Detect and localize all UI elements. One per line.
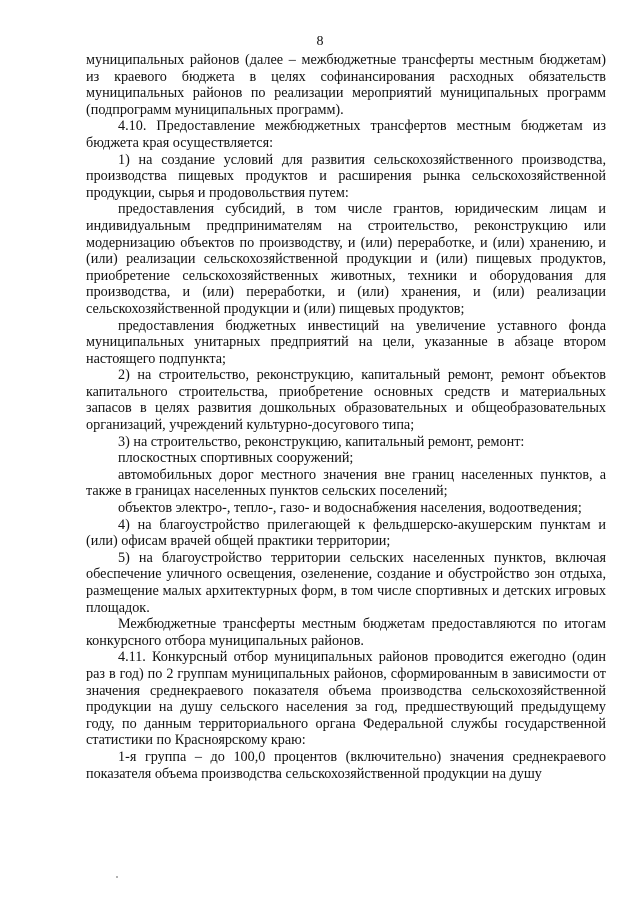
paragraph: 1) на создание условий для развития сельскохозяйственного производства, производства пищевых продуктов и расширения рынка сельскохозяйственной продукции, сырья и продовольствия путем: bbox=[86, 151, 606, 201]
paragraph: 4.10. Предоставление межбюджетных трансфертов местным бюджетам из бюджета края осуществляется: bbox=[86, 118, 606, 151]
paragraph: 1-я группа – до 100,0 процентов (включительно) значения среднекраевого показателя объема производства сельскохозяйственной продукции на душу bbox=[86, 748, 606, 782]
page-number: 8 bbox=[316, 34, 324, 49]
paragraph: 2) на строительство, реконструкцию, капитальный ремонт, ремонт объектов капитального строительства, приобретение основных средств и материальных запасов в целях развития дошкольных образовательных и общеобразовательных организаций, учреждений культурно-досугового типа; bbox=[86, 367, 606, 434]
paragraph: предоставления субсидий, в том числе грантов, юридическим лицам и индивидуальным предпринимателям на строительство, реконструкцию или модернизацию объектов по производству, и (или) переработке, и (или) хранению, и (или) реализации сельскохозяйственной продукции и (или) пищевых продуктов, приобретение сельскохозяйственных животных, техники и оборудования для производства, и (или) переработки, и (или) хранения, и (или) реализации сельскохозяйственной продукции и (или) пищевых продуктов; bbox=[86, 201, 606, 317]
paragraph: Межбюджетные трансферты местным бюджетам предоставляются по итогам конкурсного отбора муниципальных районов. bbox=[86, 616, 606, 649]
scan-speck bbox=[116, 876, 118, 878]
paragraph: муниципальных районов (далее – межбюджетные трансферты местным бюджетам) из краевого бюджета в целях софинансирования расходных обязательств муниципальных районов по реализации мероприятий муниципальных программ (подпрограмм муниципальных программ). bbox=[86, 52, 606, 118]
paragraph: 4.11. Конкурсный отбор муниципальных районов проводится ежегодно (один раз в год) по 2 группам муниципальных районов, сформированным в зависимости от значения среднекраевого показателя объема производства сельскохозяйственной продукции на душу сельского населения за год, предшествующий предыдущему году, по данным территориального органа Федеральной службы государственной статистики по Красноярскому краю: bbox=[86, 649, 606, 749]
paragraph: 4) на благоустройство прилегающей к фельдшерско-акушерским пунктам и (или) офисам врачей общей практики территории; bbox=[86, 516, 606, 550]
paragraph: автомобильных дорог местного значения вне границ населенных пунктов, а также в границах населенных пунктов сельских поселений; bbox=[86, 466, 606, 500]
paragraph: 3) на строительство, реконструкцию, капитальный ремонт, ремонт: bbox=[118, 433, 525, 450]
paragraph: предоставления бюджетных инвестиций на увеличение уставного фонда муниципальных унитарных предприятий на цели, указанные в абзаце втором настоящего подпункта; bbox=[86, 317, 606, 367]
paragraph: объектов электро-, тепло-, газо- и водоснабжения населения, водоотведения; bbox=[118, 500, 582, 517]
paragraph: 5) на благоустройство территории сельских населенных пунктов, включая обеспечение уличного освещения, озеленение, создание и обустройство зон отдыха, размещение малых архитектурных форм, в том числе спортивных и детских игровых площадок. bbox=[86, 549, 606, 616]
paragraph: плоскостных спортивных сооружений; bbox=[118, 450, 354, 467]
document-body bbox=[86, 52, 606, 782]
